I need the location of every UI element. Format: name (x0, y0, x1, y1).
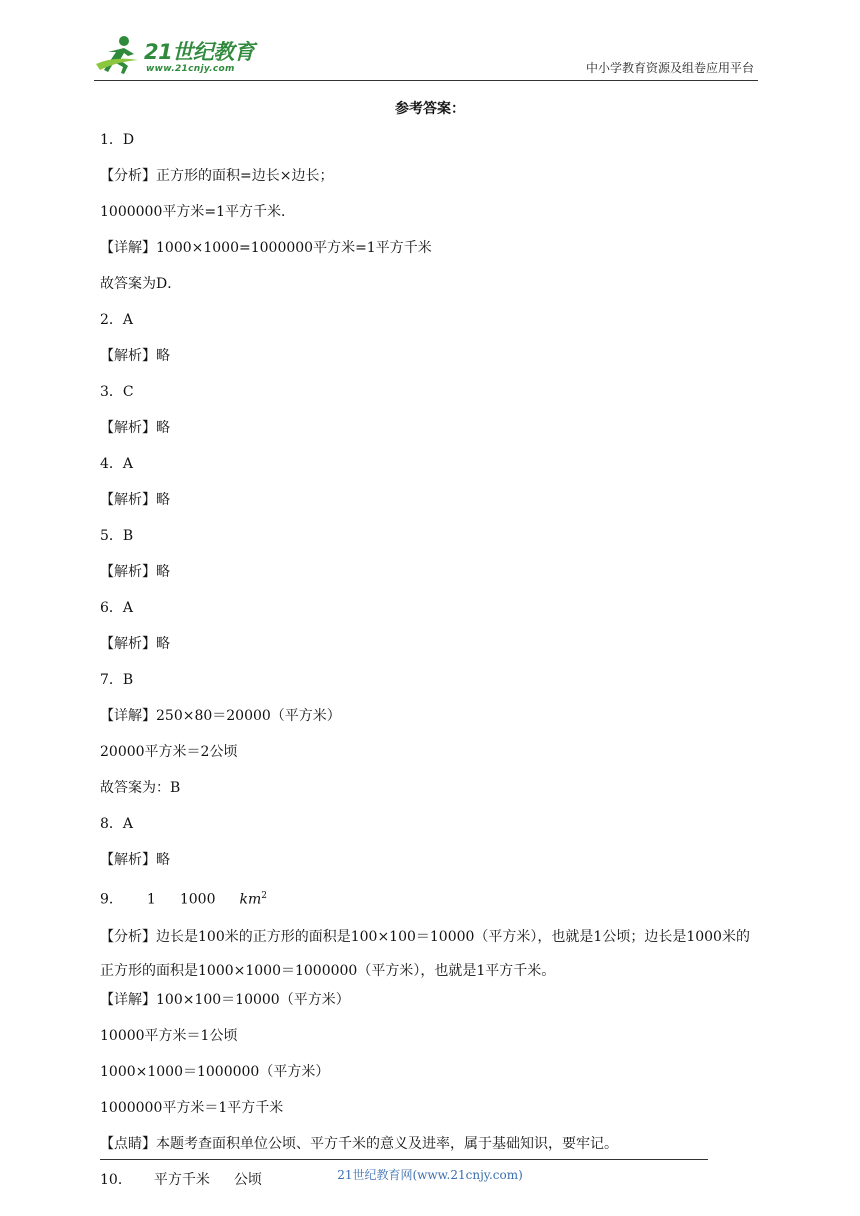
footer-link[interactable]: 21世纪教育网(www.21cnjy.com) (337, 1168, 523, 1182)
answer-blank-2: 公顷 (233, 1172, 262, 1188)
answer-line: 【解析】略 (100, 420, 170, 436)
answer-blank-1: 1 (146, 891, 156, 908)
answer-line: 【详解】100×100＝10000（平方米） (100, 992, 350, 1008)
answer-line: 故答案为：B (100, 780, 181, 796)
logo-wordmark: 21世纪教育 (144, 40, 255, 64)
answer-line: 【解析】略 (100, 852, 170, 868)
answer-blank-1: 平方千米 (153, 1172, 210, 1188)
answer-line: 5．B (100, 528, 134, 544)
answer-line: 6．A (100, 600, 134, 616)
platform-tagline: 中小学教育资源及组卷应用平台 (585, 61, 754, 75)
answer-line: 【解析】略 (100, 492, 170, 508)
answer-line: 【点睛】本题考查面积单位公顷、平方千米的意义及进率，属于基础知识，要牢记。 (100, 1136, 618, 1152)
answer-blank-2: 1000 (179, 891, 216, 908)
page-title: 参考答案： (395, 101, 465, 117)
footer-divider (100, 1159, 708, 1160)
answer-line: 【解析】略 (100, 564, 170, 580)
answer-line: 【详解】250×80＝20000（平方米） (100, 708, 341, 724)
answer-line: 故答案为D． (100, 276, 182, 292)
answer-line: 【详解】1000×1000=1000000平方米=1平方千米 (100, 240, 432, 256)
answer-line: 【解析】略 (100, 636, 170, 652)
unit-exponent: 2 (261, 891, 267, 901)
answer-line: 【解析】略 (100, 348, 170, 364)
answer-line: 4．A (100, 456, 134, 472)
answer-line: 10000平方米＝1公顷 (100, 1028, 238, 1044)
site-logo (94, 34, 274, 76)
logo-url: www.21cnjy.com (146, 64, 235, 74)
runner-logo-icon (94, 34, 144, 76)
answer-line: 1000×1000＝1000000（平方米） (100, 1064, 330, 1080)
answer-line: 【分析】边长是100米的正方形的面积是100×100＝10000（平方米），也就是1公顷；边长是1000米的正方形的面积是1000×1000＝1000000（平方米），也就是1平方千米。 (100, 929, 750, 979)
answer-line-9 (100, 884, 762, 920)
answer-blank-3: km (239, 891, 262, 908)
question-number: 9． (100, 891, 123, 908)
answer-content (100, 128, 762, 1204)
answer-line: 8．A (100, 816, 134, 832)
answer-line: 3．C (100, 384, 134, 400)
answer-line: 7．B (100, 672, 134, 688)
page-header (94, 30, 758, 81)
answer-line: 1000000平方米＝1平方千米 (100, 1100, 284, 1116)
answer-line: 1000000平方米=1平方千米． (100, 204, 295, 220)
question-number: 10． (100, 1172, 132, 1188)
answer-line: 1．D (100, 132, 135, 148)
answer-line: 20000平方米＝2公顷 (100, 744, 238, 760)
answer-line: 2．A (100, 312, 134, 328)
answer-line: 【分析】正方形的面积=边长×边长； (100, 168, 334, 184)
